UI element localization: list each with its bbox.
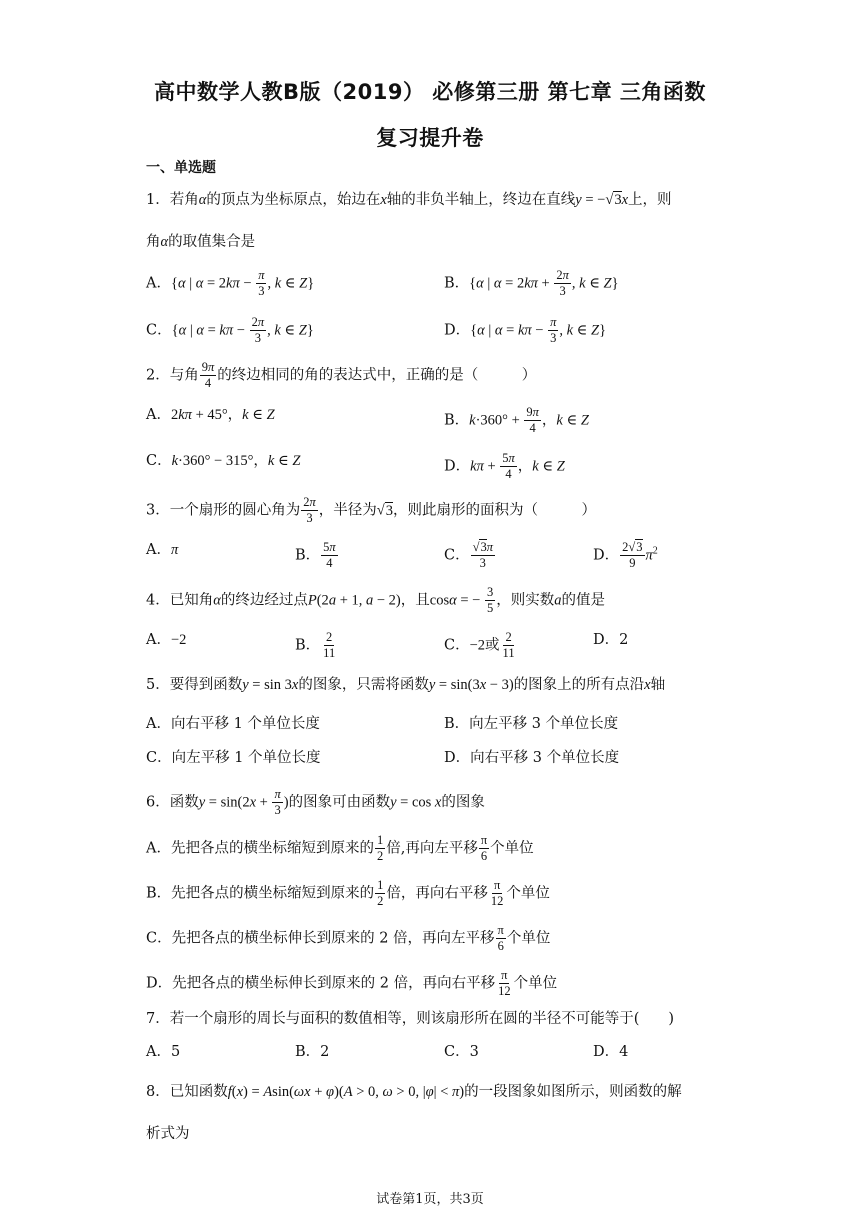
question-1-line2: 角α的取值集合是: [146, 234, 256, 250]
question-3: 3．一个扇形的圆心角为 $\frac{2\pi}{3}$ ，半径为√3，则此扇形的面积为（ ）: [146, 495, 596, 525]
q3-option-c-label: C．: [444, 547, 470, 564]
q1-line2-text: 的取值集合是: [168, 234, 256, 250]
q4-or-text: 或: [485, 637, 500, 654]
q6-option-b: B．先把各点的横坐标缩短到原来的 $\frac{1}{2}$ 倍，再向右平移 $\frac{\pi}{12}$ 个单位: [146, 878, 550, 908]
q1-text-d: 上，则: [628, 192, 672, 208]
q1-line-equation: y: [575, 192, 582, 208]
q6-option-a-text3: 个单位: [490, 840, 534, 857]
q1-line2-prefix: 角: [146, 234, 161, 250]
alpha-symbol: α: [198, 192, 207, 208]
q6-option-a-text1: A．先把各点的横坐标缩短到原来的: [146, 840, 374, 857]
q7-option-d: D．4: [593, 1044, 629, 1060]
q2-option-b-label: B．: [444, 412, 470, 429]
question-7: 7．若一个扇形的周长与面积的数值相等，则该扇形所在圆的半径不可能等于( ): [146, 1011, 675, 1027]
q5-option-a: A．向右平移 1 个单位长度: [146, 716, 320, 732]
q5-text-b: 的图象，只需将函数: [298, 677, 429, 693]
q4-option-b-label: B．: [295, 637, 321, 654]
q1-sqrt: √3: [605, 192, 622, 208]
q4-text-c: ，且: [400, 592, 430, 609]
question-5: 5．要得到函数y = sin 3x的图象，只需将函数y = sin(3x − 3)的图象上的所有点沿x轴: [146, 677, 666, 693]
q6-option-b-text3: 个单位: [506, 885, 550, 902]
q6-option-b-text2: 倍，再向右平移: [386, 885, 488, 902]
q1-option-a-label: A．: [146, 275, 171, 292]
question-6: 6．函数y = sin(2x + $\frac{\pi}{3}$ )的图象可由函数y = cos x的图象: [146, 787, 485, 817]
q5-option-d: D．向右平移 3 个单位长度: [444, 750, 620, 766]
q7-option-b: B．2: [295, 1044, 330, 1060]
page-title-line1: 高中数学人教B版（2019） 必修第三册 第七章 三角函数: [154, 80, 706, 104]
q6-option-d-text3: 个单位: [513, 975, 558, 992]
q2-text-b: 的终边相同的角的表达式中，正确的是（ ）: [217, 367, 537, 384]
q6-option-b-text1: B．先把各点的横坐标缩短到原来的: [146, 885, 375, 902]
q5-text-c: 的图象上的所有点沿: [513, 677, 645, 693]
section-heading: 一、单选题: [146, 160, 216, 176]
q1-option-b-label: B．: [444, 275, 470, 292]
q3-option-b: B． $\frac{5\pi}{4}$: [295, 540, 336, 570]
q8-text-a: 8．已知函数: [146, 1084, 228, 1100]
q6-option-a-text2: 倍,再向左平移: [386, 840, 478, 857]
q2-option-b: B．k·360° + $\frac{9\pi}{4}$ ，k ∈ Z: [444, 405, 589, 435]
q6-option-c: C．先把各点的横坐标伸长到原来的 2 倍，再向左平移 $\frac{\pi}{6}$ 个单位: [146, 923, 551, 953]
question-1: 1．若角α的顶点为坐标原点，始边在x轴的非负半轴上，终边在直线y = −√3x上，则: [146, 192, 672, 208]
q5-option-b: B．向左平移 3 个单位长度: [444, 716, 619, 732]
q5-option-c: C．向左平移 1 个单位长度: [146, 750, 321, 766]
q3-option-a-label: A．: [146, 542, 171, 558]
q8-text-b: 的一段图象如图所示，则函数的解: [464, 1084, 682, 1100]
q5-text-d: 轴: [650, 677, 666, 693]
q3-option-d-label: D．: [593, 547, 620, 564]
q6-option-c-text3: 个单位: [506, 930, 551, 947]
q1-option-d-label: D．: [444, 322, 471, 339]
q6-option-d-text1: D．先把各点的横坐标伸长到原来的 2 倍，再向右平移: [146, 975, 496, 992]
q4-option-a: A．−2: [146, 632, 187, 648]
q4-text-e: 的值是: [561, 592, 605, 609]
question-4: 4．已知角α的终边经过点P(2a + 1, a − 2)，且cosα = − $\frac{3}{5}$ ，则实数a的值是: [146, 585, 605, 615]
q1-text-b: 的顶点为坐标原点，始边在: [206, 192, 381, 208]
q1-option-b: B．{α | α = 2kπ + $\frac{2\pi}{3}$ , k ∈ Z}: [444, 268, 619, 298]
q5-text-a: 5．要得到函数: [146, 677, 243, 693]
q7-option-c: C．3: [444, 1044, 479, 1060]
q3-text-a: 3．一个扇形的圆心角为: [146, 502, 301, 519]
question-2: 2．与角 $\frac{9\pi}{4}$ 的终边相同的角的表达式中，正确的是（ ）: [146, 360, 537, 390]
q2-option-d-label: D．: [444, 458, 471, 475]
q4-option-c-label: C．: [444, 637, 470, 654]
q3-text-b: ，半径为: [318, 502, 377, 519]
q4-text-a: 4．已知角: [146, 592, 214, 609]
q3-text-c: ，则此扇形的面积为（ ）: [392, 502, 596, 519]
q6-option-c-text1: C．先把各点的横坐标伸长到原来的 2 倍，再向左平移: [146, 930, 495, 947]
q6-text-a: 6．函数: [146, 794, 199, 811]
q4-option-a-label: A．: [146, 632, 171, 648]
page-footer: 试卷第1页，共3页: [376, 1192, 484, 1207]
q4-text-d: ，则实数: [496, 592, 555, 609]
q1-option-c: C．{α | α = kπ − $\frac{2\pi}{3}$ , k ∈ Z}: [146, 315, 314, 345]
x-symbol: x: [380, 192, 387, 208]
q2-option-a-label: A．: [146, 407, 171, 423]
q4-option-c: C．−2或 $\frac{2}{11}$: [444, 630, 515, 660]
q2-option-c: C．k·360° − 315°，k ∈ Z: [146, 453, 301, 469]
q2-option-a: A．2kπ + 45°，k ∈ Z: [146, 407, 275, 423]
question-8: 8．已知函数f(x) = Asin(ωx + φ)(A > 0, ω > 0, |φ| < π)的一段图象如图所示，则函数的解: [146, 1084, 682, 1100]
q6-option-d: D．先把各点的横坐标伸长到原来的 2 倍，再向右平移 $\frac{\pi}{12}$ 个单位: [146, 968, 558, 998]
q2-text-a: 2．与角: [146, 367, 199, 384]
q2-option-c-label: C．: [146, 453, 172, 469]
q7-option-a: A．5: [146, 1044, 181, 1060]
q1-option-c-label: C．: [146, 322, 172, 339]
q1-text-c: 轴的非负半轴上，终边在直线: [386, 192, 576, 208]
q1-text-a: 1．若角: [146, 192, 199, 208]
q4-option-b: B． $\frac{2}{11}$: [295, 630, 336, 660]
q6-text-c: 的图象: [441, 794, 485, 811]
q3-option-a: A．π: [146, 542, 179, 558]
q1-option-a: A．{α | α = 2kπ − $\frac{\pi}{3}$ , k ∈ Z}: [146, 268, 315, 298]
q3-option-d: D． $\frac{2√3}{9}$ $\pi^2$: [593, 540, 658, 570]
q2-option-d: D．kπ + $\frac{5\pi}{4}$ ，k ∈ Z: [444, 451, 565, 481]
q6-text-b: 的图象可由函数: [288, 794, 391, 811]
question-8-line2: 析式为: [146, 1126, 190, 1142]
q3-option-b-label: B．: [295, 547, 321, 564]
q1-option-d: D．{α | α = kπ − $\frac{\pi}{3}$ , k ∈ Z}: [444, 315, 607, 345]
q3-option-c: C． $\frac{√3\pi}{3}$: [444, 540, 493, 570]
page-title-line2: 复习提升卷: [376, 126, 484, 150]
q4-text-b: 的终边经过点: [220, 592, 308, 609]
q6-option-a: A．先把各点的横坐标缩短到原来的 $\frac{1}{2}$ 倍,再向左平移 $\frac{\pi}{6}$ 个单位: [146, 833, 534, 863]
q4-option-d: D．2: [593, 632, 629, 648]
